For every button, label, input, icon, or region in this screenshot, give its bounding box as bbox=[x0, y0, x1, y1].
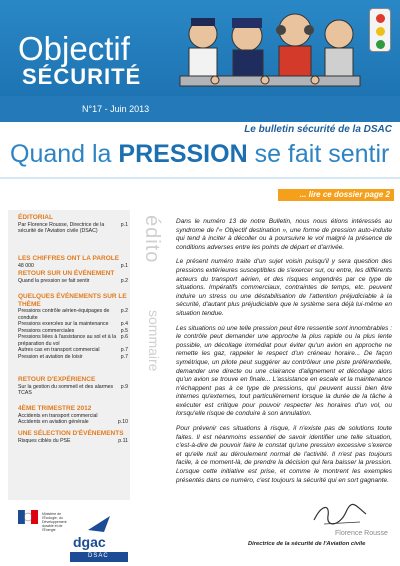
sommaire-item[interactable] bbox=[18, 334, 128, 347]
paragraph: Le présent numéro traite d'un sujet voisin puisqu'il y sera question des pressions extérieures susceptibles de s'exercer sur, ou entre, les différents acteurs du transport aérien, et des risques engendrés par ce type de situations. Impératifs commerciaux, contraintes de temps, etc. peuvent induire un stress ou une déstabilisation de l'attention préjudiciable à la sécurité, d'autant plus préjudiciable que le système sera déjà lui-même en situation tendue. bbox=[176, 258, 392, 317]
sommaire-item-page: p.10 bbox=[117, 419, 128, 425]
signature-name: Florence Rousse bbox=[335, 530, 388, 537]
sommaire-item[interactable] bbox=[18, 308, 128, 321]
dgac-wordmark: dgac bbox=[73, 534, 106, 550]
sommaire-item[interactable] bbox=[18, 438, 128, 445]
sommaire-item-text: Autres cas en transport commercial bbox=[18, 347, 100, 353]
sommaire-section-title: RETOUR SUR UN ÉVÉNEMENT bbox=[18, 270, 115, 277]
sommaire-item-page: p.4 bbox=[120, 321, 128, 327]
ministere-text: Ministère de l'Écologie, du Développement durable et de l'Énergie bbox=[42, 512, 67, 532]
sommaire-vertical-label: sommaire bbox=[146, 310, 162, 372]
sommaire-item[interactable] bbox=[18, 354, 128, 361]
sommaire-item-page: p.9 bbox=[120, 383, 128, 390]
headline-bold: PRESSION bbox=[118, 140, 248, 168]
paragraph: Les situations où une telle pression peut être ressentie sont innombrables : le contrôle peut demander une approche la plus rapide ou la plus lente possible, un décollage immédiat pour éviter qu'un avion en approche ne remette les gaz, rappeler le respect d'un créneau horaire... De façon symétrique, un pilote peut suggérer au contrôleur une piste préférentielle, demander une directe ou une clairance d'alignement et décollage alors qu'un avion se trouve en finale... L'assistance en escale et la maintenance n'échappent pas à ce type de pressions, qui peuvent aussi bien être internes qu'externes, tout particulièrement lorsque la durée de la tâche à exécuter est critique pour pouvoir respecter les horaires d'un vol, ou lorsqu'elle risque de conduire à son annulation. bbox=[176, 324, 392, 418]
sommaire-section bbox=[18, 405, 128, 426]
sommaire-section bbox=[18, 430, 128, 444]
dsac-wordmark: DSAC bbox=[88, 553, 109, 559]
paragraph: Pour prévenir ces situations à risque, il n'existe pas de solutions toute faites. Il est néanmoins essentiel de savoir identifier une telle situation, c'est-à-dire de pouvoir faire le constat qu'une pression excessive s'exerce et qu'elle nuit au déroulement normal de l'activité. Il n'est pas toujours facile, à ce moment-là, de prendre la décision qui fera baisser la pression. Lorsque cette initiative est prise, et comme le montrent les exemples présentés dans ce numéro, c'est toujours la sécurité qui en sort gagnante. bbox=[176, 425, 392, 484]
sommaire-item-text: Risques ciblés du PSE bbox=[18, 437, 71, 444]
sommaire-item-page: p.11 bbox=[118, 437, 128, 444]
sommaire-item-text: Pression et aviation de loisir bbox=[18, 353, 83, 360]
sommaire-item-text: Pressions exercées sur la maintenance bbox=[18, 321, 109, 327]
sommaire-section bbox=[18, 376, 128, 397]
headline-after: se fait sentir bbox=[247, 140, 390, 168]
masthead-securite: SÉCURITÉ bbox=[22, 64, 142, 89]
sommaire-section bbox=[18, 270, 128, 284]
handwritten-signature bbox=[310, 500, 370, 528]
sommaire-item-page: p.5 bbox=[120, 327, 128, 334]
sommaire-item[interactable] bbox=[18, 222, 128, 235]
issue-number: N°17 - Juin 2013 bbox=[82, 104, 150, 114]
sommaire-section-title: UNE SÉLECTION D'ÉVÉNEMENTS bbox=[18, 430, 124, 437]
sommaire-section-title: ÉDITORIAL bbox=[18, 214, 53, 221]
sommaire-item-page: p.1 bbox=[120, 262, 128, 269]
headline bbox=[10, 140, 389, 169]
sommaire-section bbox=[18, 255, 128, 269]
lire-link[interactable]: ... lire ce dossier page 2 bbox=[299, 190, 390, 199]
sommaire-section-title: LES CHIFFRES ONT LA PAROLE bbox=[18, 255, 120, 262]
paragraph: Dans le numéro 13 de notre Bulletin, nous nous étions intéressés au syndrome de l'« Objectif destination », une forme de pression auto-induite qui tend à inciter à décoller ou à poursuivre le vol malgré la présence de conditions adverses entre les points de départ et d'arrivée. bbox=[176, 218, 392, 251]
masthead-objectif: Objectif bbox=[18, 30, 130, 67]
sommaire-section bbox=[18, 293, 128, 360]
sommaire-item-page: p.7 bbox=[120, 347, 128, 353]
sommaire-item-text: Pressions contrôle aérien-équipages de conduite bbox=[18, 308, 110, 321]
sommaire-item-text: Sur la gestion du sommeil et des alarmes TCAS bbox=[18, 383, 114, 396]
sommaire-item-page: p.1 bbox=[120, 221, 128, 228]
sommaire-item-page: p.7 bbox=[120, 353, 128, 360]
signature-title: Directrice de la sécurité de l'Aviation civile bbox=[248, 541, 366, 547]
sommaire-item[interactable] bbox=[18, 278, 128, 285]
sommaire-item[interactable] bbox=[18, 263, 128, 270]
editorial-text bbox=[176, 218, 392, 491]
sommaire-item-text: Par Florence Rousse, Directrice de la sécurité de l'Aviation civile (DSAC) bbox=[18, 221, 105, 234]
sommaire-item[interactable] bbox=[18, 419, 128, 426]
sommaire-item-text: Pressions liées à l'assistance au sol et à la préparation du vol bbox=[18, 334, 117, 347]
header-banner bbox=[0, 0, 400, 122]
sommaire-item-text: Pressions commerciales bbox=[18, 327, 75, 334]
sommaire-item-text: Accidents en aviation générale bbox=[18, 419, 89, 425]
sommaire-section-title: QUELQUES ÉVÉNEMENTS SUR LE THÈME bbox=[18, 293, 127, 308]
sommaire-section-title: RETOUR D'EXPÉRIENCE bbox=[18, 376, 96, 383]
sommaire-section bbox=[18, 214, 128, 235]
sommaire-item-text: Accidents en transport commercial bbox=[18, 412, 98, 419]
sommaire-item-page: p.2 bbox=[120, 277, 128, 284]
tagline: Le bulletin sécurité de la DSAC bbox=[244, 124, 392, 135]
sommaire-section-title: 4ÈME TRIMESTRE 2012 bbox=[18, 405, 92, 412]
traffic-light-icon bbox=[369, 8, 391, 52]
headline-rule bbox=[0, 177, 400, 179]
sommaire-item-text: 48 000 bbox=[18, 262, 34, 269]
sommaire-item-page: p.6 bbox=[120, 334, 128, 340]
headline-before: Quand la bbox=[10, 140, 119, 168]
cartoon-illustration bbox=[175, 0, 365, 100]
sommaire-item-text: Quand la pression se fait sentir bbox=[18, 277, 90, 284]
sommaire-item[interactable] bbox=[18, 384, 128, 397]
sommaire-item-page: p.2 bbox=[120, 308, 128, 314]
edito-vertical-label: édito bbox=[141, 215, 163, 264]
